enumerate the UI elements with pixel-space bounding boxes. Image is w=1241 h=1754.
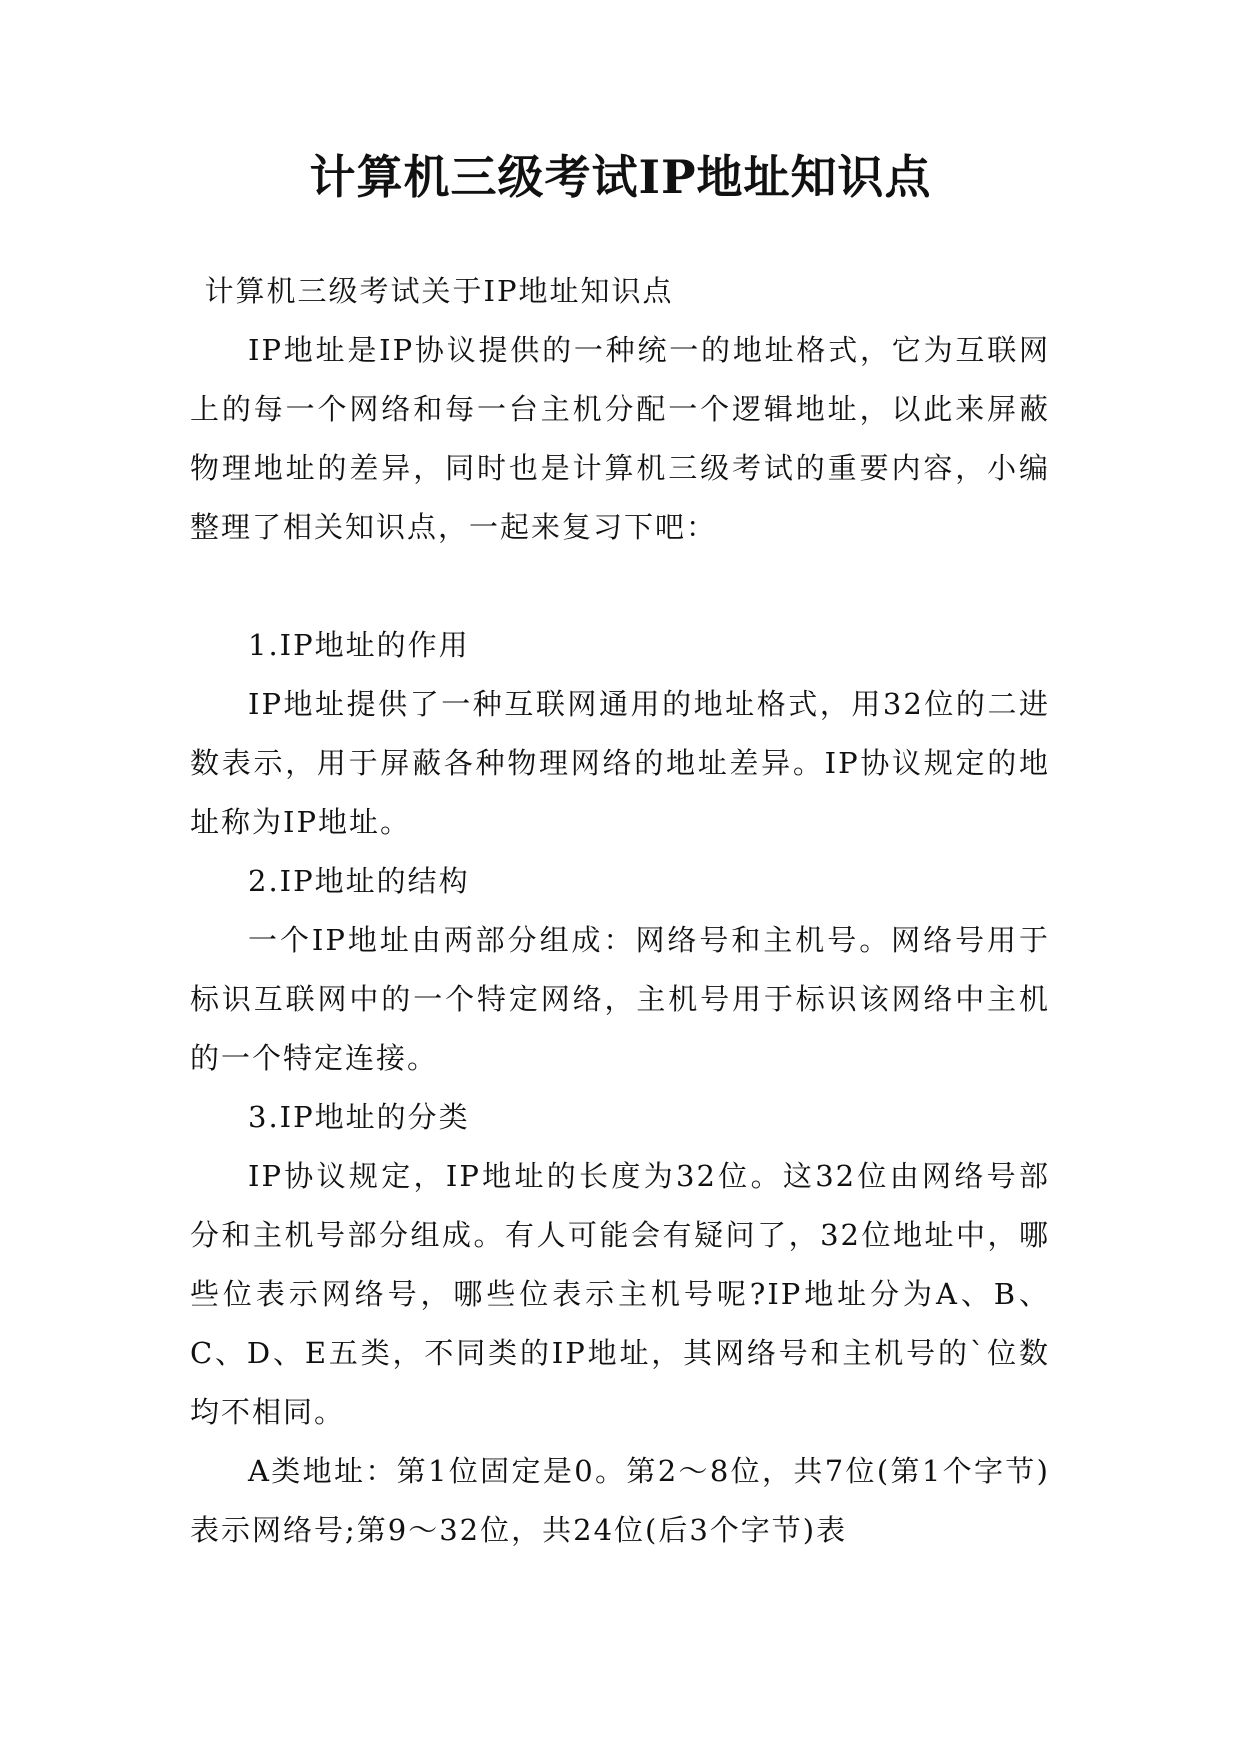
document-title: 计算机三级考试IP地址知识点 — [309, 150, 932, 204]
section-heading-2: 2.IP地址的结构 — [248, 864, 470, 898]
document-body — [190, 262, 1050, 1560]
intro-paragraph: IP地址是IP协议提供的一种统一的地址格式，它为互联网上的每一个网络和每一台主机分配一个逻辑地址，以此来屏蔽物理地址的差异，同时也是计算机三级考试的重要内容，小编整理了相关知识点，一起来复习下吧： — [190, 333, 1050, 544]
section-heading-1: 1.IP地址的作用 — [248, 628, 470, 662]
section-paragraph-1: IP地址提供了一种互联网通用的地址格式，用32位的二进数表示，用于屏蔽各种物理网络的地址差异。IP协议规定的地址称为IP地址。 — [190, 687, 1050, 839]
class-a-paragraph: A类地址：第1位固定是0。第2～8位，共7位(第1个字节)表示网络号;第9～32位，共24位(后3个字节)表 — [190, 1454, 1050, 1547]
section-paragraph-3: IP协议规定，IP地址的长度为32位。这32位由网络号部分和主机号部分组成。有人可能会有疑问了，32位地址中，哪些位表示网络号，哪些位表示主机号呢?IP地址分为A、B、C、D、E五类，不同类的IP地址，其网络号和主机号的`位数均不相同。 — [190, 1159, 1050, 1429]
subtitle-paragraph: 计算机三级考试关于IP地址知识点 — [204, 274, 674, 308]
section-heading-3: 3.IP地址的分类 — [248, 1100, 470, 1134]
blank-line — [190, 557, 1050, 616]
section-paragraph-2: 一个IP地址由两部分组成：网络号和主机号。网络号用于标识互联网中的一个特定网络，主机号用于标识该网络中主机的一个特定连接。 — [190, 923, 1050, 1075]
